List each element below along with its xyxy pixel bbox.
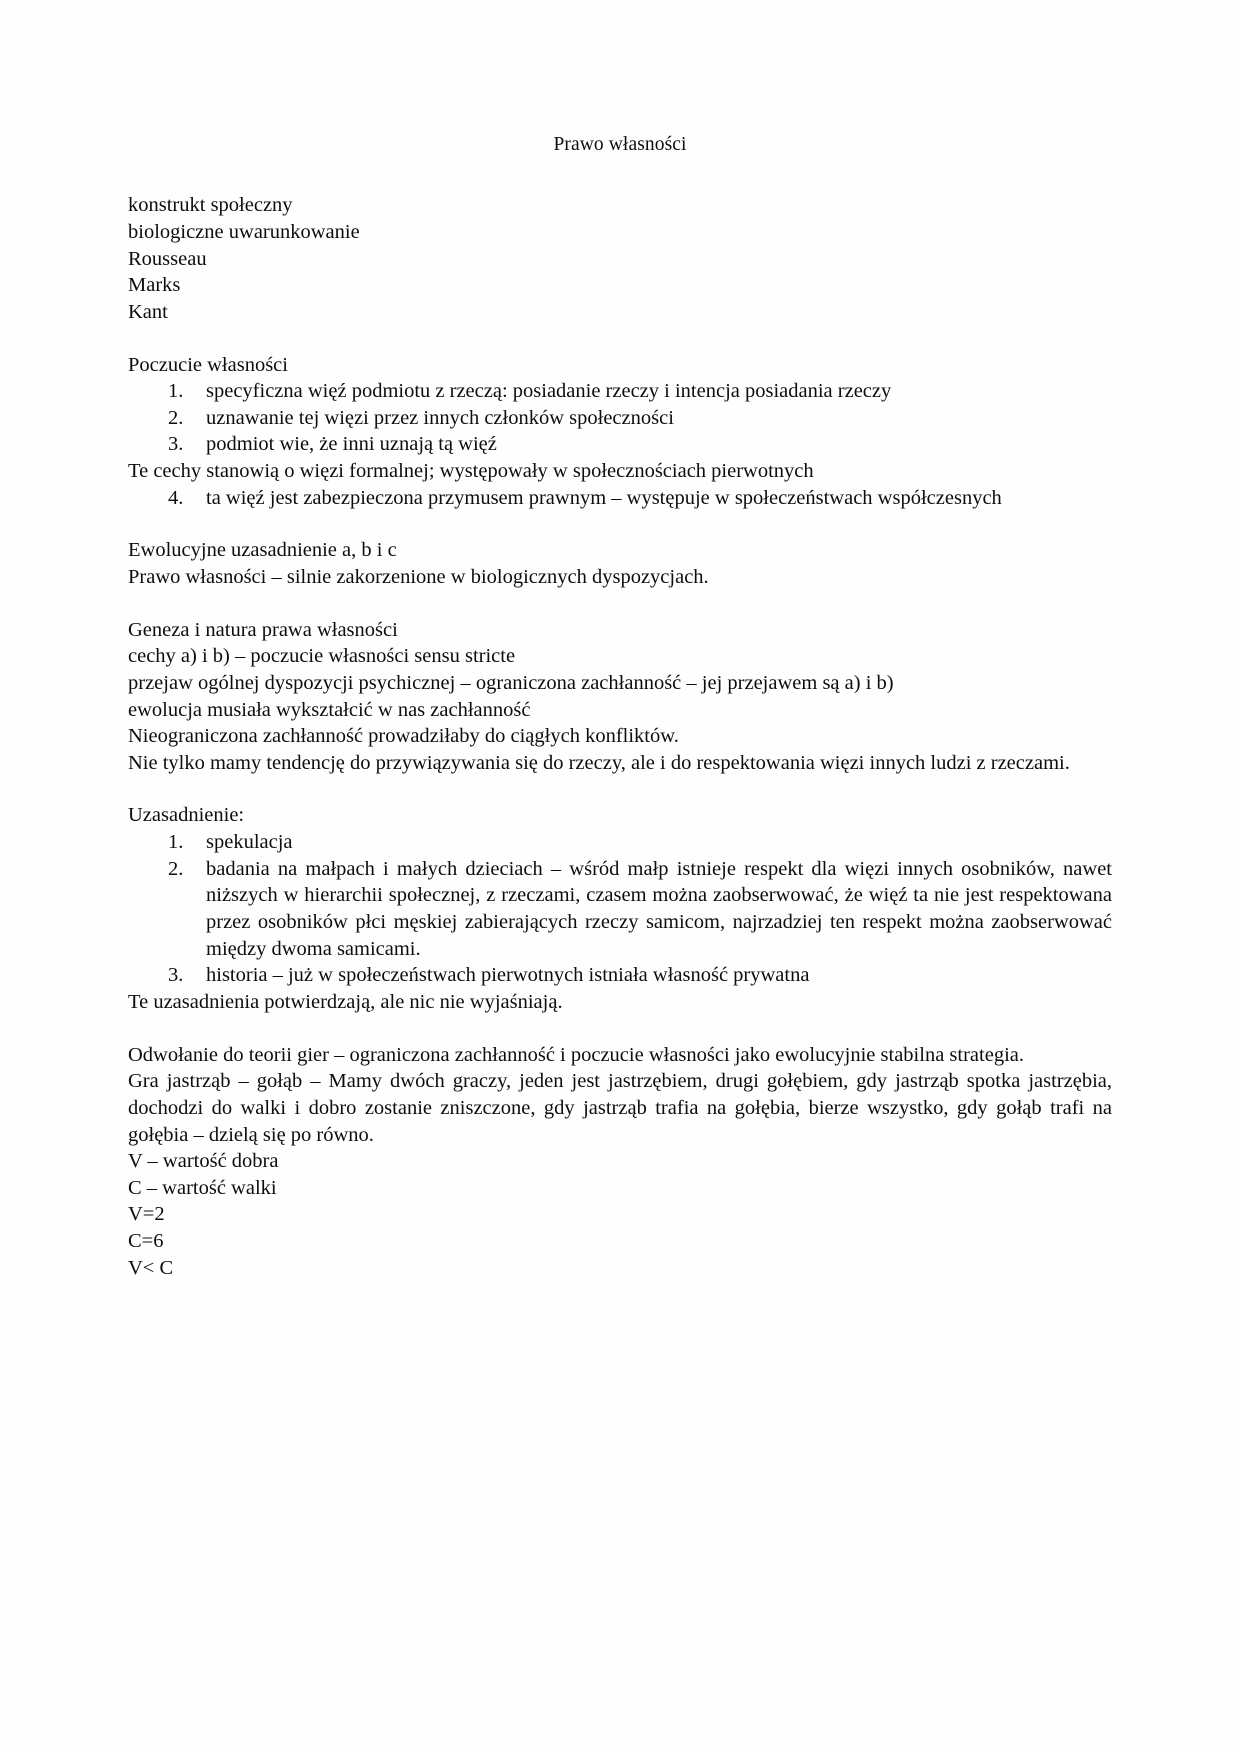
poczucie-list-continued (128, 485, 1112, 512)
definition-line: C – wartość walki (128, 1176, 277, 1199)
definition-line: V=2 (128, 1203, 165, 1226)
intro-line: konstrukt społeczny (128, 194, 293, 217)
list-item (128, 485, 1112, 512)
section-paragraph: Gra jastrząb – gołąb – Mamy dwóch graczy, jeden jest jastrzębiem, drugi gołębiem, gdy jastrząb spotka jastrzębia, dochodzi do walki i dobro zostanie zniszczone, gdy jastrząb trafia na gołębia, bierze wszystko, gdy gołąb trafi na gołębia – dzielą się po równo. (128, 1070, 1112, 1146)
list-item (128, 405, 1112, 432)
section-teoria-gier (128, 1042, 1112, 1282)
list-item-label: spekulacja (206, 831, 293, 854)
list-item-number: 2. (168, 406, 184, 429)
list-item (128, 829, 1112, 856)
list-item-label: podmiot wie, że inni uznają tą więź (206, 433, 497, 456)
intro-line: biologiczne uwarunkowanie (128, 220, 360, 243)
section-paragraph: Nie tylko mamy tendencję do przywiązywania się do rzeczy, ale i do respektowania więzi innych ludzi z rzeczami. (128, 751, 1070, 774)
definition-line: C=6 (128, 1230, 164, 1253)
list-item-number: 3. (168, 964, 184, 987)
interjection-text: Te cechy stanowią o więzi formalnej; występowały w społecznościach pierwotnych (128, 460, 814, 483)
list-item-label: specyficzna więź podmiotu z rzeczą: posiadanie rzeczy i intencja posiadania rzeczy (206, 380, 892, 403)
paragraph-spacer (128, 326, 1112, 352)
definition-line: V – wartość dobra (128, 1150, 279, 1173)
list-item-label: badania na małpach i małych dzieciach – wśród małp istnieje respekt dla więzi innych osobników, nawet niższych w hierarchii społecznej, z rzeczami, czasem można zaobserwować, że więź ta nie jest respektowana przez osobników płci męskiej zabierających rzeczy samicom, najrzadziej ten respekt można zaobserwować między dwoma samicami. (206, 857, 1112, 960)
list-item-number: 3. (168, 433, 184, 456)
section-line: Ewolucyjne uzasadnienie a, b i c (128, 539, 397, 562)
list-item-label: uznawanie tej więzi przez innych członków społeczności (206, 406, 674, 429)
section-line: Prawo własności – silnie zakorzenione w biologicznych dyspozycjach. (128, 566, 709, 588)
definition-line: V< C (128, 1256, 174, 1279)
section-heading: Geneza i natura prawa własności (128, 618, 398, 641)
section-line: Nieograniczona zachłanność prowadziłaby do ciągłych konfliktów. (128, 725, 679, 748)
intro-block (128, 192, 1112, 325)
list-item (128, 378, 1112, 405)
intro-line: Rousseau (128, 247, 207, 270)
intro-line: Kant (128, 300, 168, 323)
paragraph-spacer (128, 591, 1112, 617)
section-line: ewolucja musiała wykształcić w nas zachłanność (128, 698, 531, 721)
intro-line: Marks (128, 274, 181, 297)
list-item-number: 4. (168, 486, 184, 509)
list-item-number: 2. (168, 857, 184, 880)
list-item-number: 1. (168, 831, 184, 854)
list-item-label: historia – już w społeczeństwach pierwotnych istniała własność prywatna (206, 964, 810, 987)
paragraph-spacer (128, 776, 1112, 802)
section-paragraph: Odwołanie do teorii gier – ograniczona zachłanność i poczucie własności jako ewolucyjnie stabilna strategia. (128, 1043, 1024, 1066)
uzasadnienie-list (128, 829, 1112, 989)
page-title: Prawo własności (553, 134, 687, 155)
poczucie-list (128, 378, 1112, 458)
list-item-number: 1. (168, 380, 184, 403)
section-poczucie-wlasnosci (128, 352, 1112, 512)
section-line: cechy a) i b) – poczucie własności sensu stricte (128, 645, 516, 668)
paragraph-spacer (128, 511, 1112, 537)
list-item-label: ta więź jest zabezpieczona przymusem prawnym – występuje w społeczeństwach współczesnych (206, 486, 1002, 509)
section-ewolucyjne-uzasadnienie (128, 537, 1112, 590)
section-geneza-natura (128, 617, 1112, 777)
paragraph-spacer (128, 1016, 1112, 1042)
section-uzasadnienie (128, 802, 1112, 1015)
section-heading: Uzasadnienie: (128, 804, 245, 827)
section-closing-line: Te uzasadnienia potwierdzają, ale nic nie wyjaśniają. (128, 990, 563, 1013)
list-item (128, 431, 1112, 458)
list-item (128, 962, 1112, 989)
section-heading: Poczucie własności (128, 353, 288, 376)
section-line: przejaw ogólnej dyspozycji psychicznej – ograniczona zachłanność – jej przejawem są a) i b) (128, 671, 894, 694)
list-item (128, 856, 1112, 963)
